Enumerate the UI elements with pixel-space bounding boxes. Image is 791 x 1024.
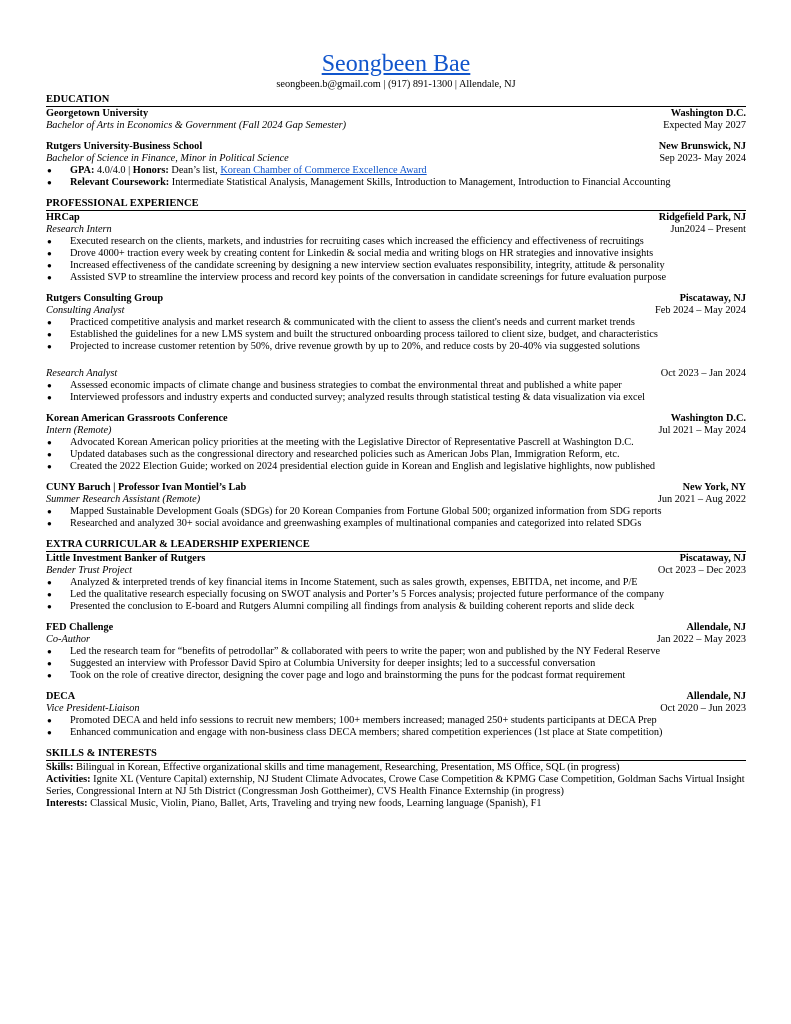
org-location: Piscataway, NJ <box>679 553 746 564</box>
list-item: ● Suggested an interview with Professor David Spiro at Columbia University for deeper insights; led to a successful conversation <box>46 658 746 670</box>
role: Bender Trust Project <box>46 565 132 576</box>
degree: Bachelor of Arts in Economics & Government (Fall 2024 Gap Semester) <box>46 120 347 131</box>
activities-line <box>46 774 746 798</box>
education-entry-rutgers <box>46 141 746 189</box>
experience-entry-kagc <box>46 413 746 473</box>
degree: Bachelor of Science in Finance, Minor in Political Science <box>46 153 289 164</box>
org-location: Washington D.C. <box>670 413 746 424</box>
school-location: New Brunswick, NJ <box>658 141 746 152</box>
contact-line: seongbeen.b@gmail.com | (917) 891-1300 | Allendale, NJ <box>276 79 516 90</box>
resume-page <box>46 50 746 810</box>
interests-line <box>46 798 746 810</box>
org-location: Allendale, NJ <box>686 691 746 702</box>
date: Jan 2022 – May 2023 <box>656 634 746 645</box>
school-name: Georgetown University <box>46 108 149 119</box>
extracurricular-entry-fed <box>46 622 746 682</box>
skills-section <box>46 748 746 810</box>
list-item: ● Assessed economic impacts of climate change and business strategies to combat the environmental threat and published a white paper <box>46 380 746 392</box>
list-item: ● Mapped Sustainable Development Goals (SDGs) for 20 Korean Companies from Fortune Global 500; organized information from SDG reports <box>46 506 746 518</box>
list-item: ● Executed research on the clients, markets, and industries for recruiting cases which increased the efficiency and effectiveness of recruitings <box>46 236 746 248</box>
honors-label: Honors: <box>132 165 169 176</box>
section-title-experience: PROFESSIONAL EXPERIENCE <box>46 198 746 211</box>
list-item: ● Increased effectiveness of the candidate screening by designing a new interview section evaluates responsibility, integrity, attitude & personality <box>46 260 746 272</box>
section-title-extracurricular: EXTRA CURRICULAR & LEADERSHIP EXPERIENCE <box>46 539 746 552</box>
list-item: ● Presented the conclusion to E-board and Rutgers Alumni compiling all findings from analysis & building coherent reports and slide deck <box>46 601 746 613</box>
date: Feb 2024 – May 2024 <box>655 305 746 316</box>
org-name: CUNY Baruch | Professor Ivan Montiel’s Lab <box>46 482 247 493</box>
list-item <box>46 165 746 177</box>
gpa-label: GPA: <box>70 165 95 176</box>
extracurricular-entry-deca <box>46 691 746 739</box>
org-location: Piscataway, NJ <box>679 293 746 304</box>
date: Oct 2023 – Jan 2024 <box>660 368 746 379</box>
section-title-education: EDUCATION <box>46 94 746 107</box>
role: Research Intern <box>46 224 112 235</box>
extracurricular-entry-libr <box>46 553 746 613</box>
education-entry-georgetown <box>46 108 746 132</box>
org-location: New York, NY <box>682 482 746 493</box>
date: Jun2024 – Present <box>670 224 746 235</box>
coursework-label: Relevant Coursework: <box>70 177 170 188</box>
date: Expected May 2027 <box>663 120 746 131</box>
honors-award-link[interactable]: Korean Chamber of Commerce Excellence Award <box>220 165 427 176</box>
school-location: Washington D.C. <box>670 108 746 119</box>
list-item <box>46 177 746 189</box>
list-item: ● Analyzed & interpreted trends of key financial items in Income Statement, such as sales growth, expenses, EBITDA, net income, and P/E <box>46 577 746 589</box>
experience-entry-hrcap <box>46 212 746 284</box>
list-item: ● Drove 4000+ traction every week by creating content for Linkedin & social media and writing blogs on HR strategies and innovative insights <box>46 248 746 260</box>
role: Research Analyst <box>46 368 118 379</box>
date: Sep 2023- May 2024 <box>659 153 746 164</box>
role: Co-Author <box>46 634 91 645</box>
org-name: DECA <box>46 691 76 702</box>
org-location: Allendale, NJ <box>686 622 746 633</box>
org-name: Korean American Grassroots Conference <box>46 413 228 424</box>
extracurricular-section <box>46 539 746 739</box>
org-name: FED Challenge <box>46 622 114 633</box>
list-item: ● Led the qualitative research especially focusing on SWOT analysis and Porter’s 5 Forces analysis; projected future performance of the company <box>46 589 746 601</box>
list-item: ● Promoted DECA and held info sessions to recruit new members; 100+ members increased; managed 250+ students participants at DECA Prep <box>46 715 746 727</box>
gpa-value: 4.0/4.0 | <box>94 165 133 176</box>
list-item: ● Projected to increase customer retention by 50%, drive revenue growth by up to 20%, and reduce costs by 20-40% via suggested solutions <box>46 341 746 353</box>
coursework-text: Intermediate Statistical Analysis, Management Skills, Introduction to Management, Introduction to Financial Accounting <box>169 177 671 188</box>
interests-label: Interests: <box>46 798 88 809</box>
org-location: Ridgefield Park, NJ <box>658 212 746 223</box>
activities-label: Activities: <box>46 774 91 785</box>
list-item: ● Enhanced communication and engage with non-business class DECA members; shared competition experiences (1st place at State competition) <box>46 727 746 739</box>
list-item: ● Updated databases such as the congressional directory and researched policies such as American Jobs Plan, Immigration Reform, etc. <box>46 449 746 461</box>
org-name: Rutgers Consulting Group <box>46 293 164 304</box>
date: Jul 2021 – May 2024 <box>658 425 746 436</box>
section-title-skills: SKILLS & INTERESTS <box>46 748 746 761</box>
date: Oct 2023 – Dec 2023 <box>657 565 746 576</box>
list-item: ● Advocated Korean American policy priorities at the meeting with the Legislative Director of Representative Pascrell at Washington D.C. <box>46 437 746 449</box>
org-name: HRCap <box>46 212 80 223</box>
interests-text: Classical Music, Violin, Piano, Ballet, Arts, Traveling and trying new foods, Learning language (Spanish), F1 <box>87 798 542 809</box>
education-section <box>46 94 746 189</box>
list-item: ● Assisted SVP to streamline the interview process and record key points of the conversation in candidate screenings for future evaluation purpose <box>46 272 746 284</box>
role: Consulting Analyst <box>46 305 125 316</box>
skills-line <box>46 762 746 774</box>
skills-text: Bilingual in Korean, Effective organizational skills and time management, Researching, Presentation, MS Office, SQL (in progress) <box>73 762 620 773</box>
date: Oct 2020 – Jun 2023 <box>660 703 746 714</box>
experience-entry-cuny <box>46 482 746 530</box>
list-item: ● Took on the role of creative director, designing the cover page and logo and brainstorming the puns for the podcast format requirement <box>46 670 746 682</box>
list-item: ● Led the research team for “benefits of petrodollar” & collaborated with peers to write the paper; won and published by the NY Federal Reserve <box>46 646 746 658</box>
activities-text: Ignite XL (Venture Capital) externship, NJ Student Climate Advocates, Crowe Case Competition & KPMG Case Competition, Goldman Sachs Virtual Insight Series, Congressional Intern at NJ 5th District (Congressman Josh Gottheimer), CVS Health Finance Externship (in progress) <box>46 774 745 797</box>
role: Vice President-Liaison <box>46 703 140 714</box>
school-name: Rutgers University-Business School <box>46 141 203 152</box>
role: Intern (Remote) <box>46 425 112 436</box>
list-item: ● Established the guidelines for a new LMS system and built the structured onboarding process tailored to client size, budget, and characteristics <box>46 329 746 341</box>
list-item: ● Researched and analyzed 30+ social avoidance and greenwashing examples of multinational companies and categorized into related SDGs <box>46 518 746 530</box>
org-name: Little Investment Banker of Rutgers <box>46 553 206 564</box>
honors-text: Dean’s list, <box>168 165 221 176</box>
resume-name[interactable]: Seongbeen Bae <box>321 51 471 77</box>
experience-section <box>46 198 746 530</box>
date: Jun 2021 – Aug 2022 <box>657 494 746 505</box>
list-item: ● Practiced competitive analysis and market research & communicated with the client to assess the client's needs and current market trends <box>46 317 746 329</box>
role: Summer Research Assistant (Remote) <box>46 494 201 505</box>
list-item: ● Interviewed professors and industry experts and conducted survey; analyzed results through statistical testing & data visualization via excel <box>46 392 746 404</box>
skills-label: Skills: <box>46 762 74 773</box>
experience-entry-rcg <box>46 293 746 404</box>
list-item: ● Created the 2022 Election Guide; worked on 2024 presidential election guide in Korean and English and legislative highlights, now published <box>46 461 746 473</box>
